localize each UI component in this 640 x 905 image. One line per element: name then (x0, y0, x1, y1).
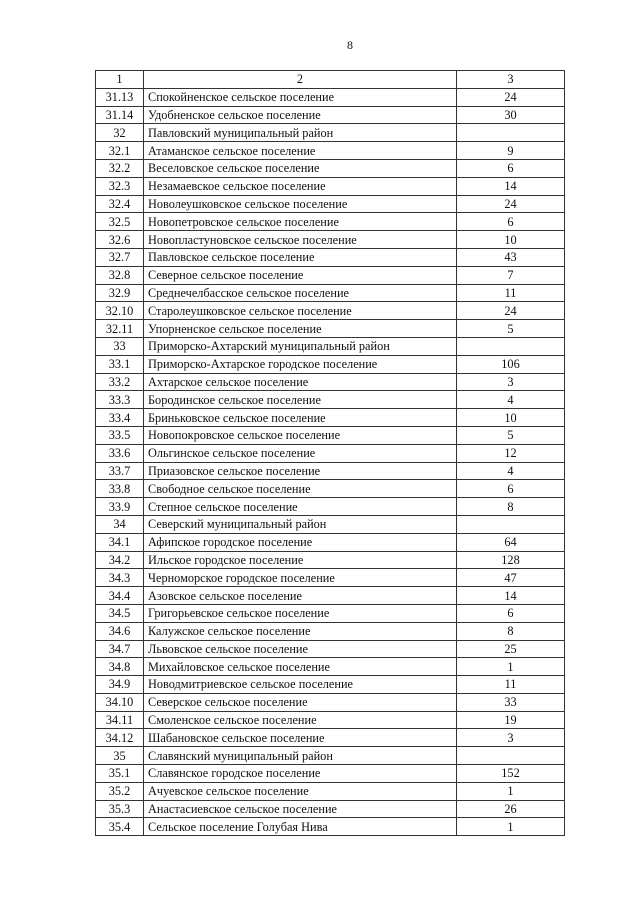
row-value-cell: 30 (457, 106, 565, 124)
row-number-cell: 33.6 (96, 444, 144, 462)
row-number-cell: 32.8 (96, 266, 144, 284)
row-number-cell: 33.7 (96, 462, 144, 480)
table-row (96, 515, 565, 533)
row-name-cell: Приазовское сельское поселение (144, 462, 457, 480)
row-number-cell: 34.5 (96, 604, 144, 622)
row-name-cell: Новодмитриевское сельское поселение (144, 676, 457, 694)
row-value-cell: 1 (457, 818, 565, 836)
row-name-cell: Веселовское сельское поселение (144, 159, 457, 177)
row-name-cell: Ачуевское сельское поселение (144, 782, 457, 800)
row-value-cell: 128 (457, 551, 565, 569)
row-number-cell: 34.2 (96, 551, 144, 569)
row-name-cell: Северское сельское поселение (144, 693, 457, 711)
page-number: 8 (347, 38, 353, 52)
row-value-cell: 11 (457, 284, 565, 302)
row-name-cell: Атаманское сельское поселение (144, 142, 457, 160)
row-value-cell: 6 (457, 604, 565, 622)
row-value-cell: 4 (457, 462, 565, 480)
row-number-cell: 33.8 (96, 480, 144, 498)
header-cell-number: 1 (96, 71, 144, 89)
table-row (96, 213, 565, 231)
row-value-cell: 43 (457, 248, 565, 266)
row-number-cell: 32.7 (96, 248, 144, 266)
table-row (96, 373, 565, 391)
table-row (96, 106, 565, 124)
table-row (96, 88, 565, 106)
row-name-cell: Ольгинское сельское поселение (144, 444, 457, 462)
row-value-cell: 33 (457, 693, 565, 711)
row-name-cell: Григорьевское сельское поселение (144, 604, 457, 622)
row-number-cell: 32.6 (96, 231, 144, 249)
table-row (96, 604, 565, 622)
row-name-cell: Черноморское городское поселение (144, 569, 457, 587)
row-number-cell: 32.9 (96, 284, 144, 302)
table-row (96, 551, 565, 569)
row-name-cell: Афипское городское поселение (144, 533, 457, 551)
row-number-cell: 34.8 (96, 658, 144, 676)
table-row (96, 284, 565, 302)
table-row (96, 248, 565, 266)
table-row (96, 747, 565, 765)
row-value-cell: 152 (457, 765, 565, 783)
row-name-cell: Павловский муниципальный район (144, 124, 457, 142)
row-name-cell: Северский муниципальный район (144, 515, 457, 533)
row-number-cell: 34.10 (96, 693, 144, 711)
table-row (96, 124, 565, 142)
table-row (96, 266, 565, 284)
table-row (96, 177, 565, 195)
row-value-cell: 10 (457, 409, 565, 427)
row-number-cell: 34.12 (96, 729, 144, 747)
row-number-cell: 33.5 (96, 426, 144, 444)
table-row (96, 462, 565, 480)
table-row (96, 480, 565, 498)
row-number-cell: 34.1 (96, 533, 144, 551)
table-row (96, 765, 565, 783)
row-name-cell: Азовское сельское поселение (144, 587, 457, 605)
row-value-cell: 1 (457, 782, 565, 800)
row-number-cell: 35.2 (96, 782, 144, 800)
row-number-cell: 32.5 (96, 213, 144, 231)
row-number-cell: 33.2 (96, 373, 144, 391)
row-number-cell: 31.14 (96, 106, 144, 124)
row-name-cell: Смоленское сельское поселение (144, 711, 457, 729)
table-header-row (96, 71, 565, 89)
settlements-table (95, 70, 565, 836)
table-row (96, 142, 565, 160)
row-name-cell: Бриньковское сельское поселение (144, 409, 457, 427)
row-number-cell: 32 (96, 124, 144, 142)
table-row (96, 337, 565, 355)
row-value-cell: 10 (457, 231, 565, 249)
row-value-cell: 11 (457, 676, 565, 694)
row-value-cell: 6 (457, 159, 565, 177)
row-value-cell: 8 (457, 498, 565, 516)
row-name-cell: Павловское сельское поселение (144, 248, 457, 266)
row-number-cell: 32.3 (96, 177, 144, 195)
row-name-cell: Новолеушковское сельское поселение (144, 195, 457, 213)
row-name-cell: Ахтарское сельское поселение (144, 373, 457, 391)
row-number-cell: 34.9 (96, 676, 144, 694)
row-number-cell: 34.11 (96, 711, 144, 729)
row-number-cell: 32.4 (96, 195, 144, 213)
row-name-cell: Славянский муниципальный район (144, 747, 457, 765)
row-value-cell: 24 (457, 195, 565, 213)
row-value-cell: 9 (457, 142, 565, 160)
row-name-cell: Северное сельское поселение (144, 266, 457, 284)
row-number-cell: 34.3 (96, 569, 144, 587)
table-row (96, 302, 565, 320)
table-row (96, 800, 565, 818)
row-value-cell: 19 (457, 711, 565, 729)
table-row (96, 391, 565, 409)
row-name-cell: Шабановское сельское поселение (144, 729, 457, 747)
row-number-cell: 33.1 (96, 355, 144, 373)
table-row (96, 693, 565, 711)
row-value-cell: 106 (457, 355, 565, 373)
table-row (96, 320, 565, 338)
row-name-cell: Спокойненское сельское поселение (144, 88, 457, 106)
row-value-cell: 3 (457, 373, 565, 391)
row-name-cell: Анастасиевское сельское поселение (144, 800, 457, 818)
table-row (96, 640, 565, 658)
row-value-cell: 47 (457, 569, 565, 587)
row-number-cell: 32.10 (96, 302, 144, 320)
row-name-cell: Калужское сельское поселение (144, 622, 457, 640)
row-value-cell: 5 (457, 320, 565, 338)
table-row (96, 355, 565, 373)
row-value-cell: 14 (457, 177, 565, 195)
row-name-cell: Упорненское сельское поселение (144, 320, 457, 338)
row-number-cell: 34.4 (96, 587, 144, 605)
row-value-cell: 3 (457, 729, 565, 747)
row-value-cell (457, 337, 565, 355)
row-value-cell: 14 (457, 587, 565, 605)
table-row (96, 498, 565, 516)
table-row (96, 444, 565, 462)
row-number-cell: 33 (96, 337, 144, 355)
table-row (96, 587, 565, 605)
row-number-cell: 35.1 (96, 765, 144, 783)
row-name-cell: Бородинское сельское поселение (144, 391, 457, 409)
row-value-cell: 24 (457, 302, 565, 320)
row-number-cell: 32.1 (96, 142, 144, 160)
row-value-cell: 6 (457, 213, 565, 231)
table-row (96, 569, 565, 587)
row-value-cell: 8 (457, 622, 565, 640)
row-name-cell: Новопетровское сельское поселение (144, 213, 457, 231)
table-row (96, 622, 565, 640)
row-name-cell: Старолеушковское сельское поселение (144, 302, 457, 320)
row-value-cell: 6 (457, 480, 565, 498)
table-row (96, 231, 565, 249)
row-number-cell: 35 (96, 747, 144, 765)
table-body (96, 71, 565, 836)
row-value-cell: 24 (457, 88, 565, 106)
row-name-cell: Среднечелбасское сельское поселение (144, 284, 457, 302)
row-value-cell: 7 (457, 266, 565, 284)
row-name-cell: Приморско-Ахтарское городское поселение (144, 355, 457, 373)
row-value-cell: 25 (457, 640, 565, 658)
row-name-cell: Новопокровское сельское поселение (144, 426, 457, 444)
row-name-cell: Удобненское сельское поселение (144, 106, 457, 124)
row-number-cell: 33.4 (96, 409, 144, 427)
table-row (96, 782, 565, 800)
table-row (96, 711, 565, 729)
row-number-cell: 33.3 (96, 391, 144, 409)
row-number-cell: 34.6 (96, 622, 144, 640)
row-value-cell (457, 515, 565, 533)
row-number-cell: 33.9 (96, 498, 144, 516)
row-value-cell: 5 (457, 426, 565, 444)
row-number-cell: 34.7 (96, 640, 144, 658)
table-row (96, 195, 565, 213)
row-name-cell: Львовское сельское поселение (144, 640, 457, 658)
row-number-cell: 32.11 (96, 320, 144, 338)
row-number-cell: 35.4 (96, 818, 144, 836)
header-cell-value: 3 (457, 71, 565, 89)
row-name-cell: Свободное сельское поселение (144, 480, 457, 498)
row-name-cell: Новопластуновское сельское поселение (144, 231, 457, 249)
row-value-cell: 12 (457, 444, 565, 462)
row-name-cell: Славянское городское поселение (144, 765, 457, 783)
row-value-cell: 26 (457, 800, 565, 818)
row-name-cell: Ильское городское поселение (144, 551, 457, 569)
row-value-cell: 4 (457, 391, 565, 409)
row-value-cell (457, 124, 565, 142)
row-name-cell: Степное сельское поселение (144, 498, 457, 516)
row-number-cell: 34 (96, 515, 144, 533)
table-row (96, 818, 565, 836)
row-name-cell: Незамаевское сельское поселение (144, 177, 457, 195)
table-row (96, 426, 565, 444)
table-row (96, 676, 565, 694)
row-value-cell (457, 747, 565, 765)
row-number-cell: 35.3 (96, 800, 144, 818)
table-row (96, 409, 565, 427)
table-row (96, 533, 565, 551)
row-name-cell: Сельское поселение Голубая Нива (144, 818, 457, 836)
row-value-cell: 64 (457, 533, 565, 551)
row-number-cell: 32.2 (96, 159, 144, 177)
row-value-cell: 1 (457, 658, 565, 676)
row-name-cell: Приморско-Ахтарский муниципальный район (144, 337, 457, 355)
row-name-cell: Михайловское сельское поселение (144, 658, 457, 676)
table-row (96, 729, 565, 747)
header-cell-name: 2 (144, 71, 457, 89)
table-row (96, 658, 565, 676)
row-number-cell: 31.13 (96, 88, 144, 106)
table-row (96, 159, 565, 177)
